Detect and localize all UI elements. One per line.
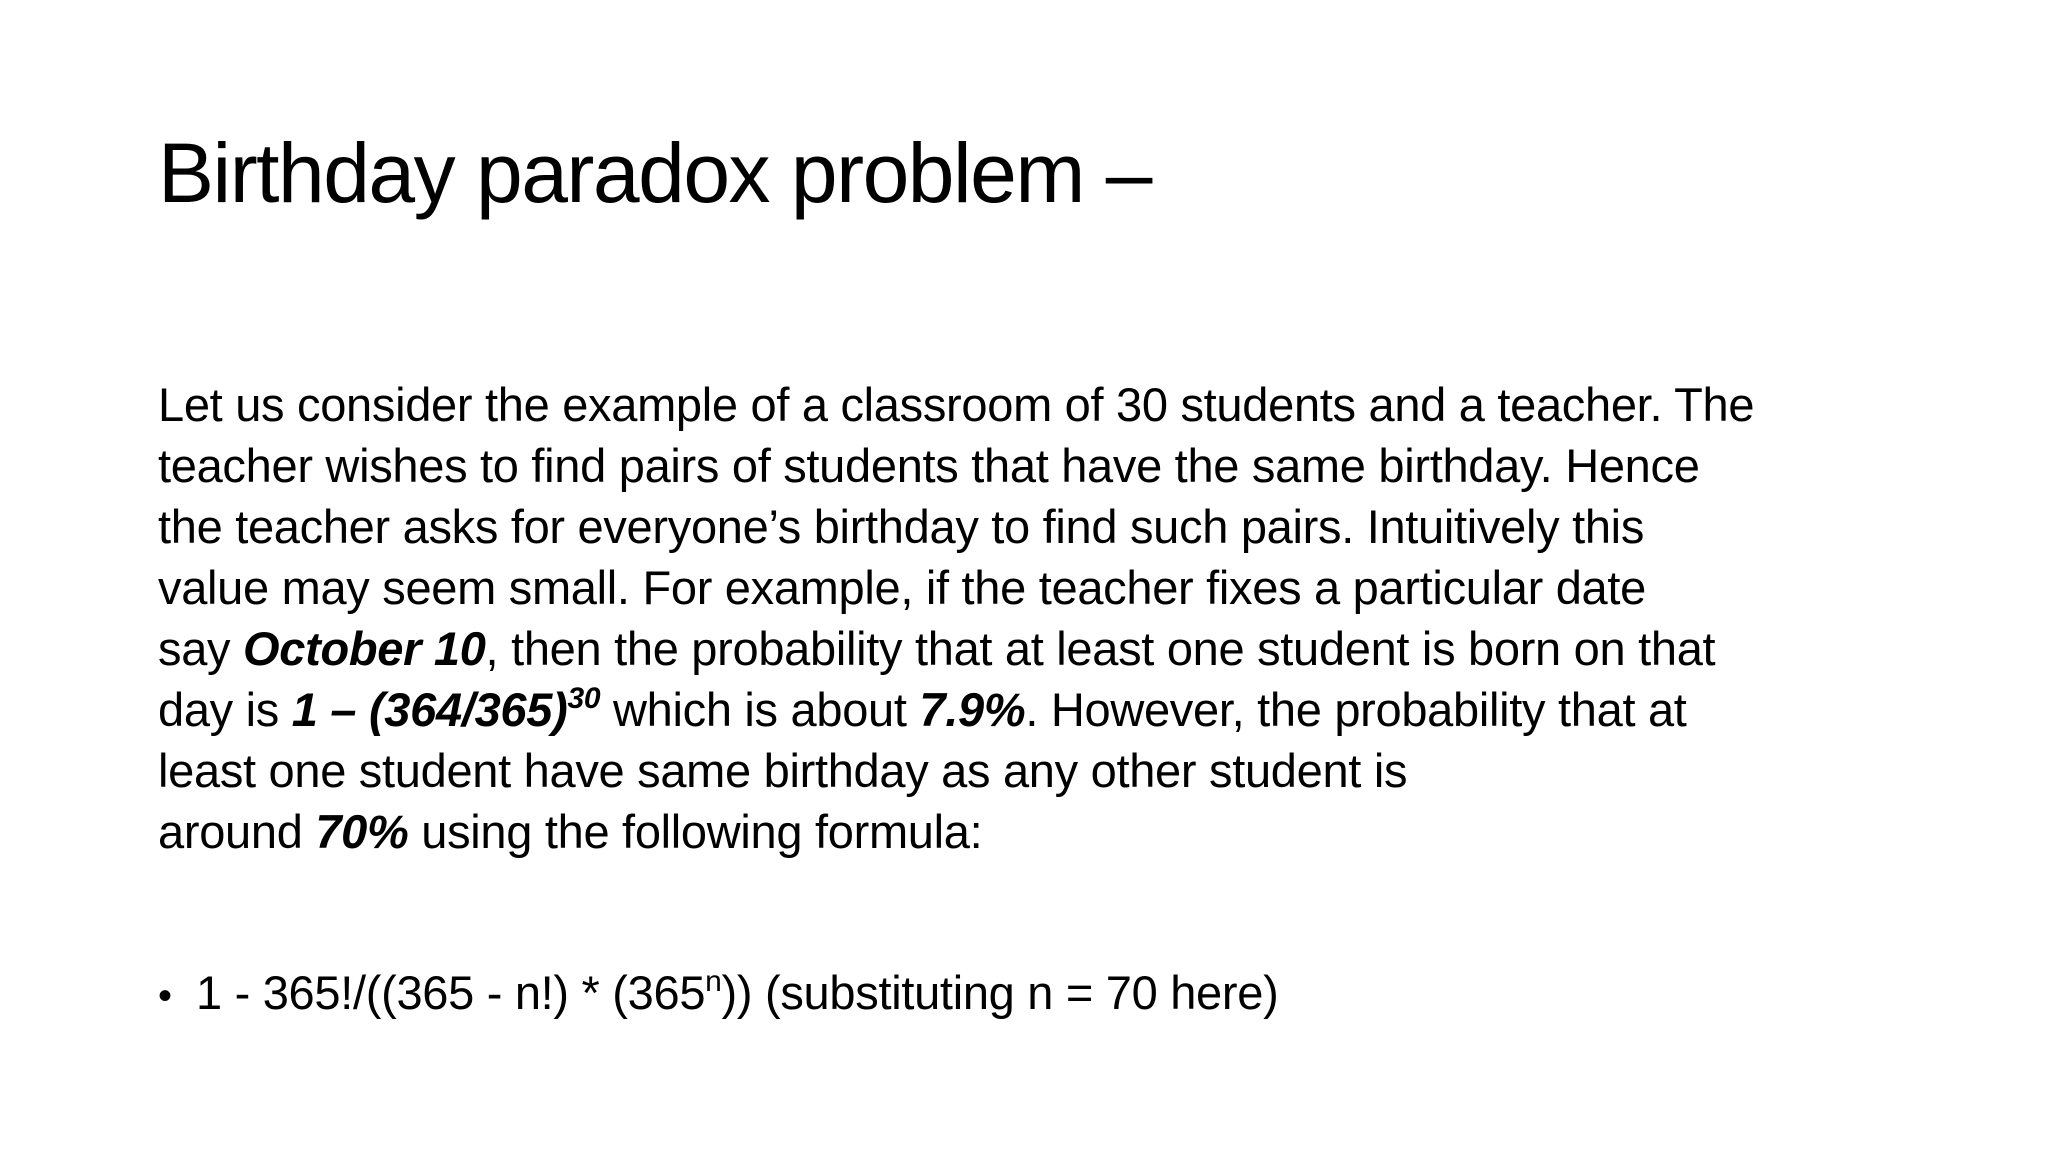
formula-base: 1 – (364/365) [291,683,568,736]
emphasis-formula [292,683,600,736]
formula-exponent: 30 [567,682,601,715]
paragraph-line [158,679,1938,740]
bullet-marker: • [158,974,172,1018]
text-run: . However, the probability that at [1025,683,1687,736]
bullet-item [158,962,1278,1027]
paragraph-line: least one student have same birthday as any other student is [158,744,1408,797]
text-run: )) (substituting n = 70 here) [721,966,1279,1019]
paragraph-line: Let us consider the example of a classroom of 30 students and a teacher. The [158,378,1755,431]
paragraph-line: value may seem small. For example, if the teacher fixes a particular date [158,561,1646,614]
text-run: 1 - 365!/((365 - n!) * (365 [196,966,706,1019]
text-run: , then the probability that at least one student is born on that [485,622,1716,675]
text-run: around [158,805,316,858]
emphasis-percent: 70% [315,805,409,858]
paragraph-line: teacher wishes to find pairs of students that have the same birthday. Hence [158,439,1700,492]
slide-title: Birthday paradox problem – [158,126,1151,220]
text-run: say [158,622,243,675]
text-run: which is about [600,683,920,736]
text-run: using the following formula: [408,805,983,858]
paragraph-line [158,618,1938,679]
bullet-text [196,962,1278,1023]
bullet-list [158,962,1278,1027]
emphasis-date: October 10 [243,622,486,675]
exponent-n: n [705,965,722,998]
paragraph-line: the teacher asks for everyone’s birthday to find such pairs. Intuitively this [158,500,1645,553]
paragraph-line [158,801,1938,862]
emphasis-percent: 7.9% [919,683,1026,736]
slide-body-paragraph [158,374,1938,862]
text-run: day is [158,683,292,736]
